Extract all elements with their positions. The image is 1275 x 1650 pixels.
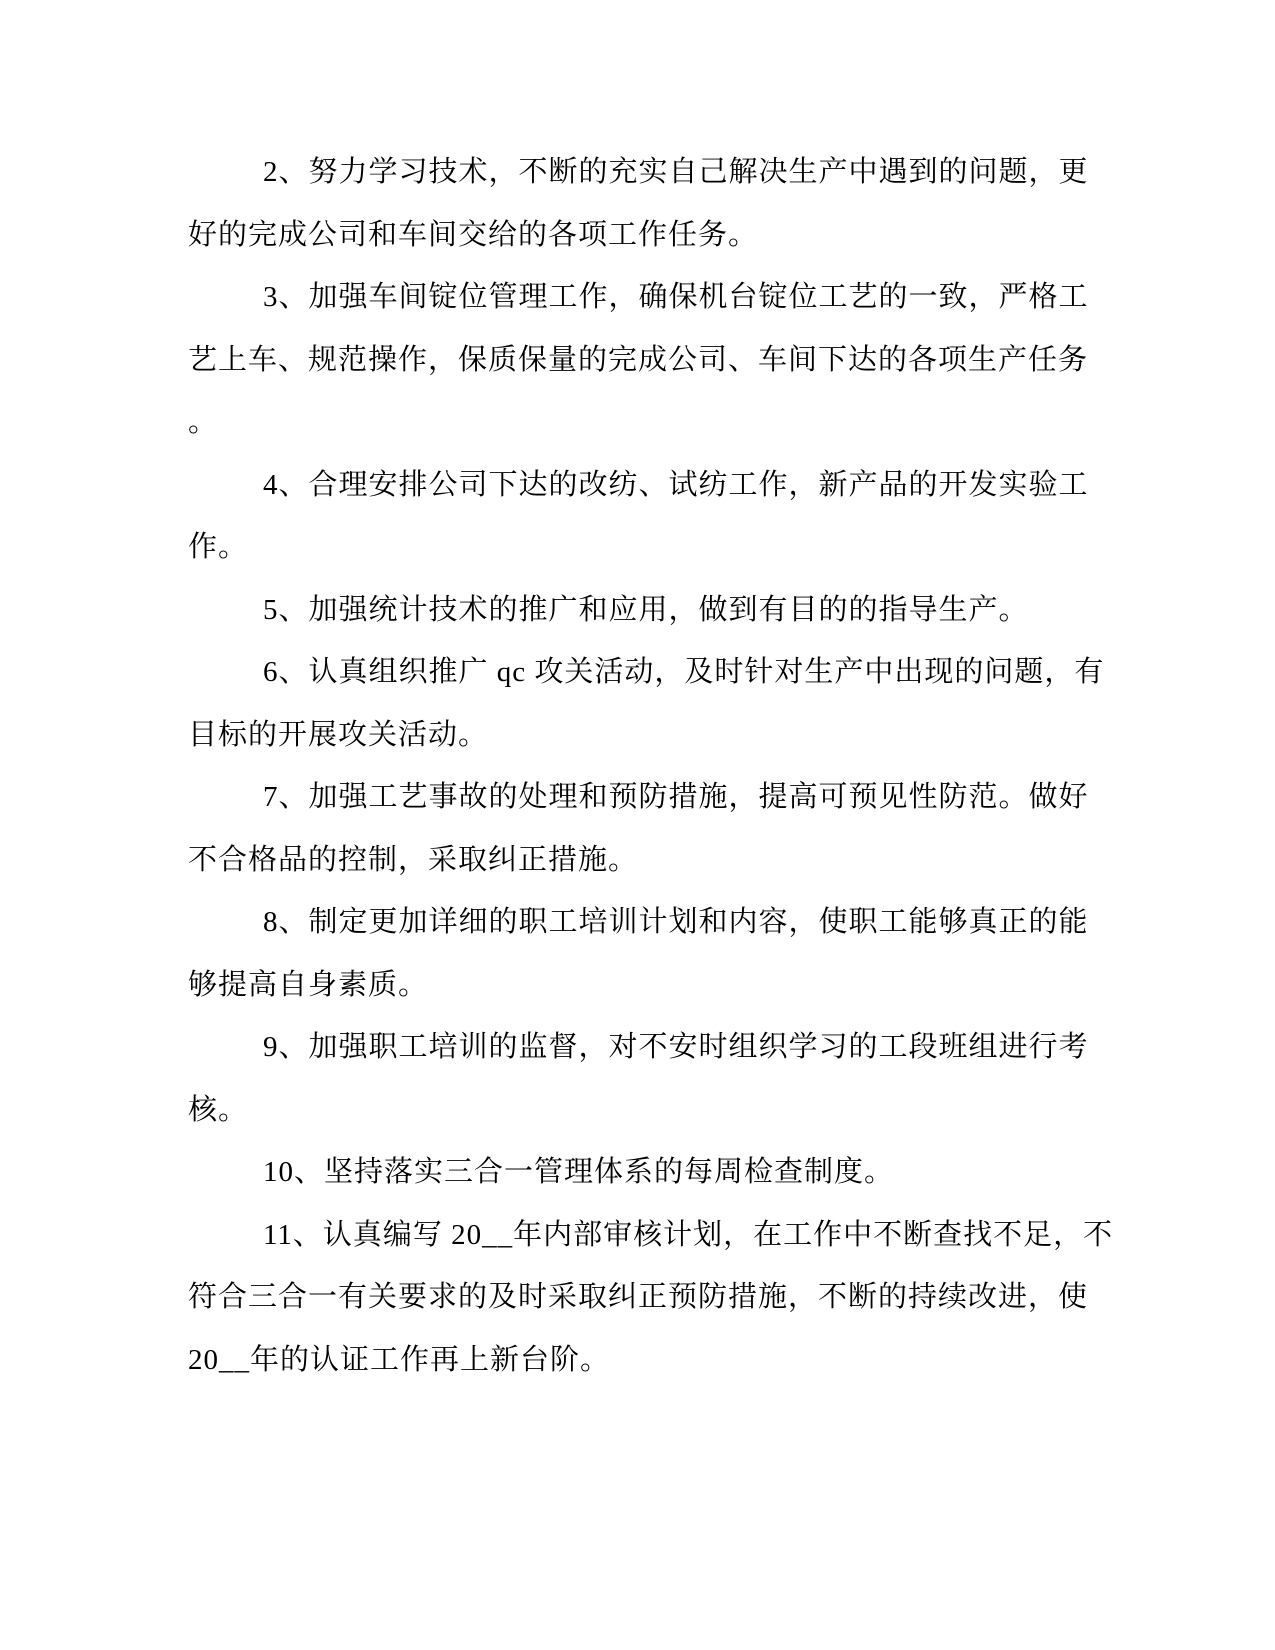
text-line: 8、制定更加详细的职工培训计划和内容，使职工能够真正的能 [263,906,1089,938]
text-line: 。 [188,406,219,438]
text-line: 3、加强车间锭位管理工作，确保机台锭位工艺的一致，严格工 [263,281,1089,313]
document-text-block [188,141,1114,1391]
text-line: 不合格品的控制，采取纠正措施。 [188,843,639,876]
text-line: 目标的开展攻关活动。 [188,718,489,751]
text-line: 作。 [188,531,249,563]
text-line: 好的完成公司和车间交给的各项工作任务。 [188,218,759,251]
text-line: 艺上车、规范操作，保质保量的完成公司、车间下达的各项生产任务 [188,343,1089,376]
text-line: 5、加强统计技术的推广和应用，做到有目的的指导生产。 [263,593,1029,626]
text-line: 20__年的认证工作再上新台阶。 [188,1343,611,1376]
text-line: 2、努力学习技术，不断的充实自己解决生产中遇到的问题，更 [263,156,1089,188]
text-line: 符合三合一有关要求的及时采取纠正预防措施，不断的持续改进，使 [188,1281,1089,1313]
text-line: 9、加强职工培训的监督，对不安时组织学习的工段班组进行考 [263,1031,1089,1063]
text-line: 11、认真编写 20__年内部审核计划，在工作中不断查找不足，不 [263,1218,1114,1251]
text-line: 7、加强工艺事故的处理和预防措施，提高可预见性防范。做好 [263,781,1089,813]
text-line: 核。 [188,1093,249,1126]
text-line: 10、坚持落实三合一管理体系的每周检查制度。 [263,1156,895,1188]
text-line: 4、合理安排公司下达的改纺、试纺工作，新产品的开发实验工 [263,468,1089,501]
text-line: 6、认真组织推广 qc 攻关活动，及时针对生产中出现的问题，有 [263,656,1105,688]
text-line: 够提高自身素质。 [188,968,429,1001]
